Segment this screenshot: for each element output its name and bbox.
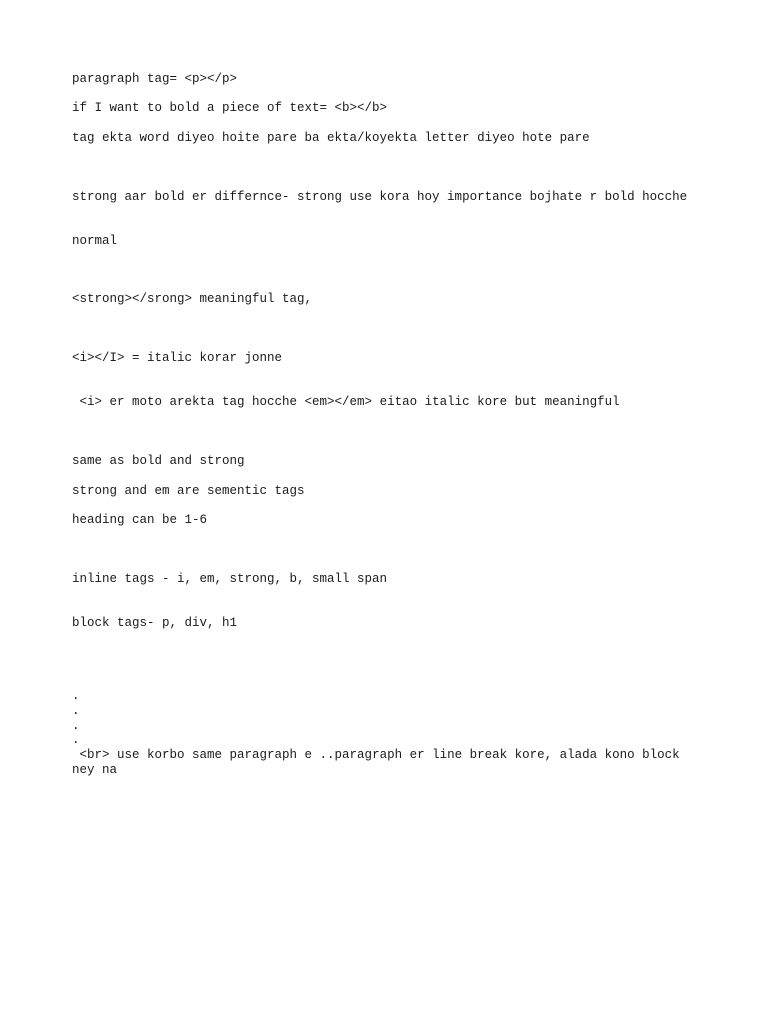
dot-line-2: . [72,704,80,719]
strong-vs-bold-line-2: normal [72,233,118,248]
dot-line-1: . [72,689,80,704]
strong-vs-bold-line-1: strong aar bold er differnce- strong use kora hoy importance bojhate r bold hocche [72,189,688,204]
br-tag-line-1: <br> use korbo same paragraph e ..paragraph er line break kore, alada kono block [72,748,680,763]
br-tag-line-2: ney na [72,762,118,777]
italic-tag-line-1: <i></I> = italic korar jonne [72,351,283,366]
strong-vs-bold-note [72,160,712,278]
italic-tag-note [72,322,712,440]
inline-tags-line: inline tags - i, em, strong, b, small span [72,571,388,586]
spacer [72,675,712,690]
block-tags-line: block tags- p, div, h1 [72,615,238,630]
italic-tag-line-2: <i> er moto arekta tag hocche <em></em> eitao italic kore but meaningful [72,395,620,410]
dot-line-3: . [72,718,80,733]
dot-line-4: . [72,733,80,748]
semantic-tags-note: strong and em are sementic tags [72,483,305,498]
strong-tag-note: <strong></srong> meaningful tag, [72,292,313,307]
br-tag-note [72,689,712,777]
inline-block-tags-note [72,542,712,660]
paragraph-tag-note: paragraph tag= <p></p> [72,72,238,86]
document-page [72,72,712,778]
same-as-bold-note: same as bold and strong [72,454,245,469]
tag-usage-note: tag ekta word diyeo hoite pare ba ekta/koyekta letter diyeo hote pare [72,130,590,145]
bold-tag-note: if I want to bold a piece of text= <b></b> [72,101,388,116]
heading-levels-note: heading can be 1-6 [72,512,208,527]
